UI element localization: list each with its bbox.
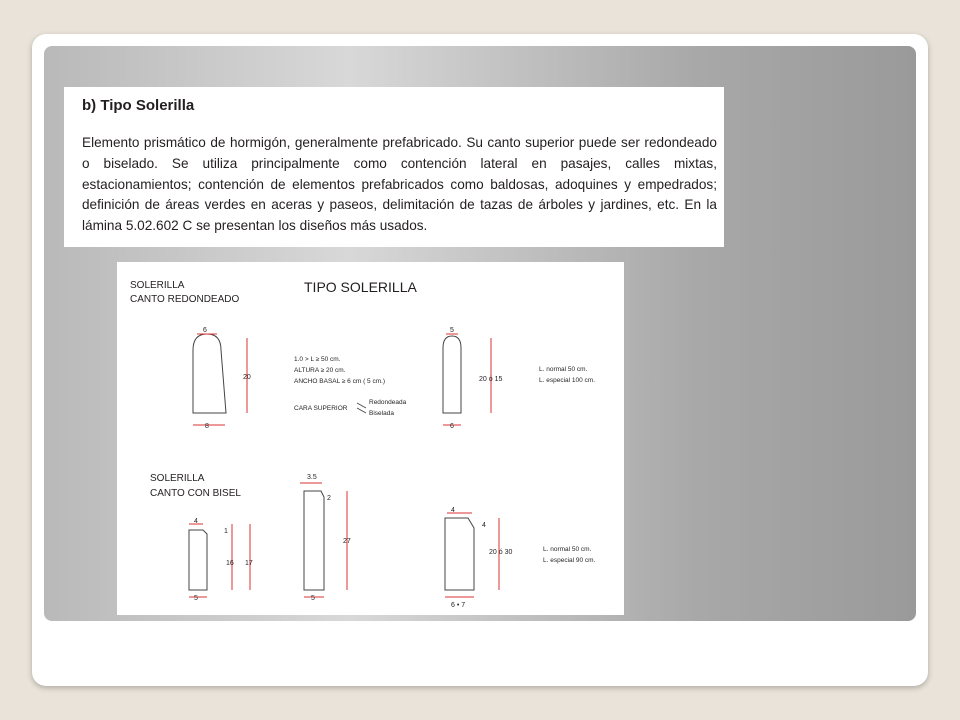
section2-heading-line2: CANTO CON BISEL — [150, 488, 241, 499]
shape-rounded-2 — [443, 327, 502, 430]
dim-b1-h2: 17 — [245, 560, 253, 567]
dim-b1-small: 1 — [224, 528, 228, 535]
dim-r2-height: 20 ó 15 — [479, 376, 503, 383]
shape-beveled-2 — [300, 474, 351, 602]
dim-r1-height: 20 — [243, 374, 251, 381]
dim-b2-small: 2 — [327, 495, 331, 502]
dim-b1-top: 4 — [194, 518, 198, 525]
shape-rounded-1 — [193, 327, 251, 430]
dim-b3-small: 4 — [482, 522, 486, 529]
dim-b3-bottom: 6 • 7 — [451, 602, 466, 609]
cara-option-rounded: Redondeada — [369, 399, 407, 406]
dim-r1-bottom: 8 — [205, 423, 209, 430]
note2-special: L. especial 90 cm. — [543, 557, 596, 564]
note1-special: L. especial 100 cm. — [539, 377, 596, 384]
section2-heading-line1: SOLERILLA — [150, 473, 205, 484]
dim-b3-top: 4 — [451, 507, 455, 514]
note1-normal: L. normal 50 cm. — [539, 366, 588, 373]
diagram-main-title: TIPO SOLERILLA — [304, 279, 417, 295]
dim-r1-top: 6 — [203, 327, 207, 334]
note2-normal: L. normal 50 cm. — [543, 546, 592, 553]
shape-beveled-1 — [189, 518, 253, 602]
cara-superior-label: CARA SUPERIOR — [294, 405, 348, 412]
shape-beveled-3 — [445, 507, 512, 609]
dim-b1-bottom: 5 — [194, 595, 198, 602]
dim-b2-top: 3.5 — [307, 474, 317, 481]
diagram-svg — [117, 262, 624, 615]
solerilla-diagram — [117, 262, 624, 615]
spec-height: ALTURA ≥ 20 cm. — [294, 367, 346, 374]
spec-length: 1.0 > L ≥ 50 cm. — [294, 356, 341, 363]
dim-b2-height: 27 — [343, 538, 351, 545]
dim-r2-top: 5 — [450, 327, 454, 334]
section-title: b) Tipo Solerilla — [82, 97, 195, 114]
dim-b2-bottom: 5 — [311, 595, 315, 602]
cara-option-beveled: Biselada — [369, 410, 394, 417]
spec-base-width: ANCHO BASAL ≥ 6 cm ( 5 cm.) — [294, 378, 386, 385]
description-text-box — [64, 87, 724, 247]
dim-r2-bottom: 6 — [450, 423, 454, 430]
dim-b3-height: 20 ó 30 — [489, 549, 513, 556]
section1-heading-line2: CANTO REDONDEADO — [130, 294, 240, 305]
description-paragraph: Elemento prismático de hormigón, generalmente prefabricado. Su canto superior puede ser redondeado o biselado. Se utiliza principalmente como contención lateral en pasajes, calles mixtas, estacionamientos; contención de elementos prefabricados como baldosas, adoquines y empedrados; definición de áreas verdes en aceras y paseos, delimitación de tazas de árboles y jardines, etc. En la lámina 5.02.602 C se presentan los diseños más usados. — [82, 135, 717, 234]
dim-b1-h1: 16 — [226, 560, 234, 567]
section1-heading-line1: SOLERILLA — [130, 280, 185, 291]
